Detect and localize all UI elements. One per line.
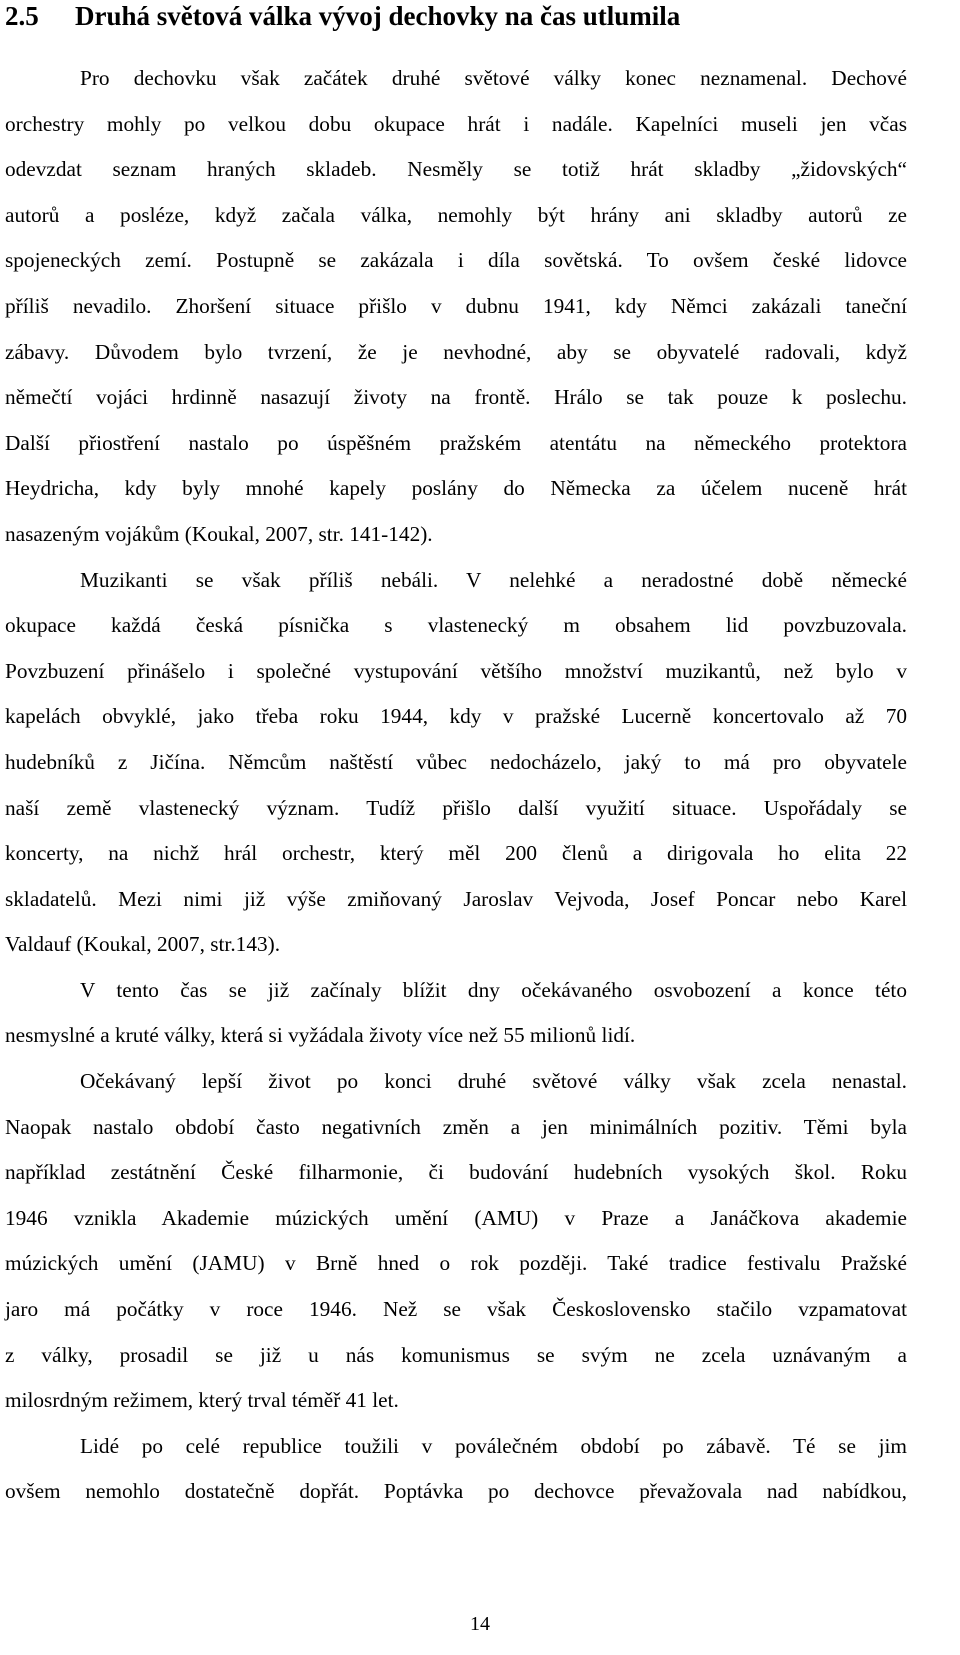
text-line: okupace každá česká písnička s vlastenecký m obsahem lid povzbuzovala. [5, 613, 907, 638]
text-line: milosrdným režimem, který trval téměř 41 let. [5, 1388, 399, 1413]
text-line: koncerty, na nichž hrál orchestr, který měl 200 členů a dirigovala ho elita 22 [5, 841, 907, 866]
section-title: Druhá světová válka vývoj dechovky na čas utlumila [75, 1, 681, 31]
text-line: skladatelů. Mezi nimi již výše zmiňovaný Jaroslav Vejvoda, Josef Poncar nebo Karel [5, 886, 907, 911]
section-heading [5, 0, 680, 32]
text-line: nasazeným vojákům (Koukal, 2007, str. 141-142). [5, 521, 433, 546]
text-line: příliš nevadilo. Zhoršení situace přišlo v dubnu 1941, kdy Němci zakázali taneční [5, 293, 907, 318]
text-line: 1946 vznikla Akademie múzických umění (AMU) v Praze a Janáčkova akademie [5, 1205, 907, 1230]
text-line: Povzbuzení přinášelo i společné vystupování většího množství muzikantů, než bylo v [5, 658, 907, 683]
text-line: němečtí vojáci hrdinně nasazují životy na frontě. Hrálo se tak pouze k poslechu. [5, 385, 907, 410]
text-line: hudebníků z Jičína. Němcům naštěstí vůbec nedocházelo, jaký to má pro obyvatele [5, 749, 907, 774]
section-number: 2.5 [5, 1, 39, 31]
text-line: Pro dechovku však začátek druhé světové války konec neznamenal. Dechové [80, 66, 907, 90]
text-line: ovšem nemohlo dostatečně dopřát. Poptávka po dechovce převažovala nad nabídkou, [5, 1479, 907, 1504]
text-line: odevzdat seznam hraných skladeb. Nesměly se totiž hrát skladby „židovských“ [5, 157, 907, 182]
text-line: spojeneckých zemí. Postupně se zakázala i díla sovětská. To ovšem české lidovce [5, 248, 907, 273]
text-line: kapelách obvyklé, jako třeba roku 1944, kdy v pražské Lucerně koncertovalo až 70 [5, 704, 907, 729]
text-line: z války, prosadil se již u nás komunismus se svým ne zcela uznávaným a [5, 1342, 907, 1367]
text-line: například zestátnění České filharmonie, či budování hudebních vysokých škol. Roku [5, 1160, 907, 1185]
text-line: naší země vlastenecký význam. Tudíž přišlo další využití situace. Uspořádaly se [5, 795, 907, 820]
text-line: nesmyslné a kruté války, která si vyžádala životy více než 55 milionů lidí. [5, 1023, 636, 1048]
text-line: múzických umění (JAMU) v Brně hned o rok později. Také tradice festivalu Pražské [5, 1251, 907, 1276]
text-line: Lidé po celé republice toužili v poválečném období po zábavě. Té se jim [80, 1433, 907, 1458]
text-line: zábavy. Důvodem bylo tvrzení, že je nevhodné, aby se obyvatelé radovali, když [5, 339, 907, 364]
text-line: Naopak nastalo období často negativních změn a jen minimálních pozitiv. Těmi byla [5, 1114, 907, 1139]
text-line: Muzikanti se však příliš nebáli. V nelehké a neradostné době německé [80, 567, 907, 592]
body-text [5, 56, 907, 1515]
text-line: jaro má počátky v roce 1946. Než se však Československo stačilo vzpamatovat [5, 1297, 907, 1322]
text-line: Valdauf (Koukal, 2007, str.143). [5, 932, 281, 957]
text-line: Další přiostření nastalo po úspěšném pražském atentátu na německého protektora [5, 430, 907, 455]
text-line: Heydricha, kdy byly mnohé kapely poslány do Německa za účelem nuceně hrát [5, 476, 907, 501]
text-line: V tento čas se již začínaly blížit dny očekávaného osvobození a konce této [80, 977, 907, 1002]
text-line: orchestry mohly po velkou dobu okupace hrát i nadále. Kapelníci museli jen včas [5, 111, 907, 136]
text-line: autorů a posléze, když začala válka, nemohly být hrány ani skladby autorů ze [5, 202, 907, 227]
text-line: Očekávaný lepší život po konci druhé světové války však zcela nenastal. [80, 1069, 907, 1094]
page-number: 14 [470, 1613, 490, 1635]
